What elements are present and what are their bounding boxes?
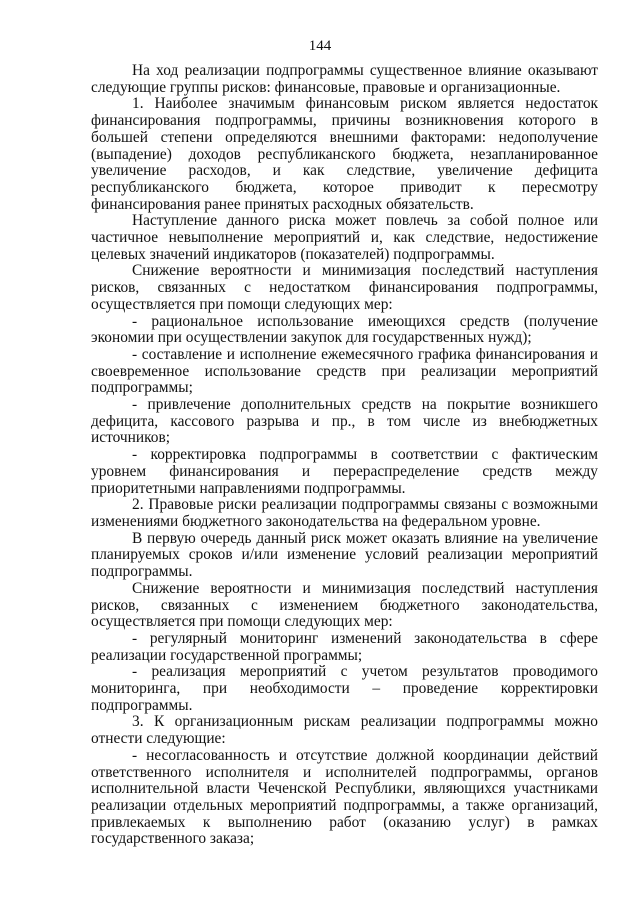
- list-item: - составление и исполнение ежемесячного графика финансирования и своевременное использование средств при реализации мероприятий подпрограммы;: [91, 345, 598, 397]
- paragraph-organizational-risk: 3. К организационным рискам реализации подпрограммы можно отнести следующие:: [91, 713, 598, 748]
- list-item: - реализация мероприятий с учетом результатов проводимого мониторинга, при необходимости – проведение корректировки подпрограммы.: [91, 663, 598, 714]
- list-item: - регулярный мониторинг изменений законодательства в сфере реализации государственной программы;: [91, 629, 598, 664]
- document-body: [91, 63, 598, 848]
- paragraph-risk-consequences: Наступление данного риска может повлечь за собой полное или частичное невыполнение мероприятий и, как следствие, недостижение целевых значений индикаторов (показателей) подпрограммы.: [91, 212, 598, 263]
- paragraph-legal-mitigation: Снижение вероятности и минимизация последствий наступления рисков, связанных с изменением бюджетного законодательства, осуществляется при помощи следующих мер:: [91, 579, 598, 631]
- list-item: - корректировка подпрограммы в соответствии с фактическим уровнем финансирования и перераспределение средств между приоритетными направлениями подпрограммы.: [91, 446, 598, 497]
- paragraph-legal-risk: 2. Правовые риски реализации подпрограммы связаны с возможными изменениями бюджетного законодательства на федеральном уровне.: [91, 496, 598, 530]
- page-number: 144: [308, 38, 332, 54]
- paragraph-financial-mitigation: Снижение вероятности и минимизация последствий наступления рисков, связанных с недостатком финансирования подпрограммы, осуществляется при помощи следующих мер:: [91, 262, 598, 313]
- list-item: - привлечение дополнительных средств на покрытие возникшего дефицита, кассового разрыва и пр., в том числе из внебюджетных источников;: [91, 396, 598, 447]
- paragraph-financial-risk: 1. Наиболее значимым финансовым риском является недостаток финансирования подпрограммы, причины возникновения которого в большей степени определяются внешними факторами: недополучение (выпадение) доходов республиканского бюджета, незапланированное увеличение расходов, и как следствие, увеличение дефицита республиканского бюджета, которое приводит к пересмотру финансирования ранее принятых расходных обязательств.: [91, 95, 598, 213]
- paragraph-legal-impact: В первую очередь данный риск может оказать влияние на увеличение планируемых сроков и/или изменение условий реализации мероприятий подпрограммы.: [91, 529, 598, 581]
- list-item: - несогласованность и отсутствие должной координации действий ответственного исполнителя и исполнителей подпрограммы, органов исполнительной власти Чеченской Республики, являющихся участниками реализации отдельных мероприятий подпрограммы, а также организаций, привлекаемых к выполнению работ (оказанию услуг) в рамках государственного заказа;: [91, 746, 598, 848]
- list-item: - рациональное использование имеющихся средств (получение экономии при осуществлении закупок для государственных нужд);: [91, 312, 598, 347]
- paragraph-risk-groups: На ход реализации подпрограммы существенное влияние оказывают следующие группы рисков: финансовые, правовые и организационные.: [91, 62, 598, 96]
